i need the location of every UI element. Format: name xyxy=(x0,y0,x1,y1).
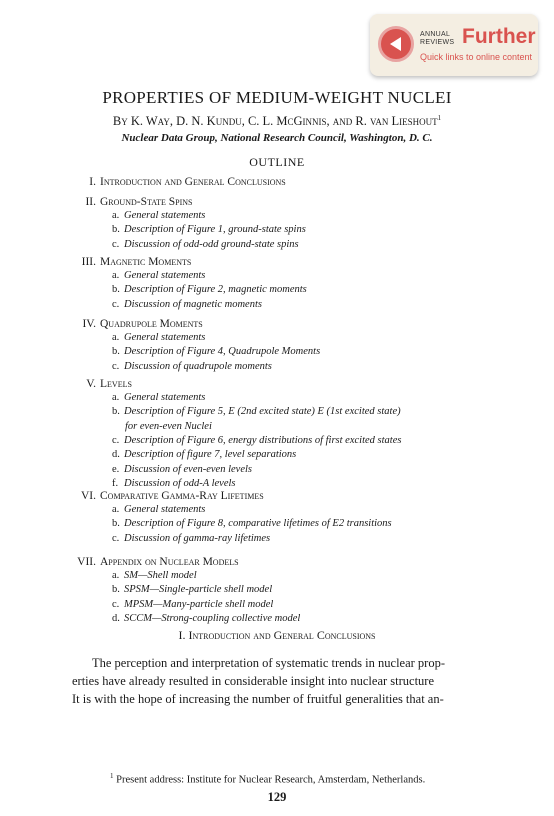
outline-item-text: General statements xyxy=(124,210,206,221)
outline-item-text: Description of Figure 8, comparative lifetimes of E2 transitions xyxy=(124,518,392,530)
badge-reviews-label: REVIEWS xyxy=(420,39,455,46)
outline-item-text: Description of Figure 5, E (2nd excited state) E (1st excited state) xyxy=(124,406,401,418)
outline-item-text: Description of Figure 4, Quadrupole Moments xyxy=(124,346,321,358)
outline-item-text: Description of Figure 1, ground-state spins xyxy=(124,224,306,236)
outline-section-number: I. xyxy=(89,176,96,188)
outline-item-letter: b. xyxy=(112,284,120,296)
outline-item-text: Discussion of odd-odd ground-state spins xyxy=(124,238,299,250)
outline-item-letter: a. xyxy=(112,270,120,281)
authors-footnote-mark[interactable]: 1 xyxy=(437,114,442,122)
outline-section-number: IV. xyxy=(82,318,96,330)
outline-item-continuation: for even-even Nuclei xyxy=(125,420,212,432)
body-line-3: It is with the hope of increasing the number of fruitful generalities that an- xyxy=(72,692,444,706)
outline-item-text: Description of figure 7, level separations xyxy=(124,449,297,461)
outline-section-title: Magnetic Moments xyxy=(100,256,192,268)
outline-item-text: General statements xyxy=(124,332,206,343)
outline-item-letter: c. xyxy=(112,298,120,310)
outline-item-text: Discussion of quadrupole moments xyxy=(124,360,272,372)
body-line-1: The perception and interpretation of systematic trends in nuclear prop- xyxy=(92,656,445,670)
outline-item-text: SCCM—Strong-coupling collective model xyxy=(124,612,301,624)
outline-item-letter: b. xyxy=(112,518,120,530)
outline-item-letter: a. xyxy=(112,570,120,581)
outline-item-letter: a. xyxy=(112,504,120,515)
article-title: PROPERTIES OF MEDIUM-WEIGHT NUCLEI xyxy=(102,88,452,107)
outline-item-letter: a. xyxy=(112,392,120,403)
outline-item-letter: c. xyxy=(112,360,120,372)
outline-item-letter: c. xyxy=(112,434,120,446)
outline-item-letter: b. xyxy=(112,406,120,418)
outline-section-number: VII. xyxy=(77,556,96,568)
outline-item-text: Discussion of odd-A levels xyxy=(124,477,236,489)
badge-quick-links[interactable]: Quick links to online content xyxy=(420,52,533,62)
outline-item-text: MPSM—Many-particle shell model xyxy=(124,598,274,610)
outline-item-text: Description of Figure 6, energy distributions of first excited states xyxy=(124,434,402,446)
outline-item-letter: c. xyxy=(112,532,120,544)
outline-item-letter: e. xyxy=(112,463,120,475)
back-arrow-icon xyxy=(378,26,414,62)
outline-item-letter: d. xyxy=(112,612,120,624)
badge-further-label: Further xyxy=(462,25,536,48)
outline-section-title: Introduction and General Conclusions xyxy=(100,176,286,188)
footnote xyxy=(110,772,425,786)
outline-item-text: Discussion of even-even levels xyxy=(124,463,252,475)
outline-item-text: SM—Shell model xyxy=(124,570,197,581)
outline-item-letter: b. xyxy=(112,584,120,596)
authors-line xyxy=(0,114,554,129)
outline-section-number: VI. xyxy=(80,490,96,502)
outline-item-letter: a. xyxy=(112,332,120,343)
outline-section-number: II. xyxy=(85,196,96,208)
outline-item-text: Description of Figure 2, magnetic moments xyxy=(124,284,307,296)
outline-item-letter: b. xyxy=(112,224,120,236)
body-line-2: erties have already resulted in considerable insight into nuclear structure xyxy=(72,674,435,688)
footnote-text: Present address: Institute for Nuclear Research, Amsterdam, Netherlands. xyxy=(116,774,426,786)
authors-text: By K. Way, D. N. Kundu, C. L. McGinnis, and R. van Lieshout xyxy=(112,114,438,129)
outline-item-text: General statements xyxy=(124,270,206,281)
outline-section-title: Quadrupole Moments xyxy=(100,318,203,330)
footnote-mark: 1 xyxy=(110,772,114,780)
outline-item-letter: a. xyxy=(112,210,120,221)
further-badge[interactable] xyxy=(370,14,538,76)
outline-item-text: SPSM—Single-particle shell model xyxy=(124,584,273,596)
outline-item-letter: d. xyxy=(112,449,120,461)
page-number: 129 xyxy=(267,790,287,804)
outline-section-title: Levels xyxy=(100,378,132,390)
outline-item-letter: c. xyxy=(112,238,120,250)
outline-item-text: General statements xyxy=(124,504,206,515)
outline-item-letter: f. xyxy=(112,477,119,489)
outline-item-text: Discussion of gamma-ray lifetimes xyxy=(124,532,271,544)
outline-item-text: Discussion of magnetic moments xyxy=(124,298,262,310)
outline-item-letter: c. xyxy=(112,598,120,610)
outline-item-letter: b. xyxy=(112,346,120,358)
outline-section-title: Ground-State Spins xyxy=(100,196,193,208)
outline-section-title: Comparative Gamma-Ray Lifetimes xyxy=(100,490,264,502)
affiliation: Nuclear Data Group, National Research Council, Washington, D. C. xyxy=(121,132,433,144)
outline-section-number: III. xyxy=(81,256,96,268)
outline-section-title: Appendix on Nuclear Models xyxy=(100,556,239,568)
badge-annual-reviews xyxy=(420,31,460,47)
outline-heading: OUTLINE xyxy=(249,155,305,169)
outline-section-number: V. xyxy=(86,378,96,390)
section-heading: I. Introduction and General Conclusions xyxy=(178,628,376,642)
badge-annual-label: ANNUAL xyxy=(420,31,451,38)
outline-item-text: General statements xyxy=(124,392,206,403)
